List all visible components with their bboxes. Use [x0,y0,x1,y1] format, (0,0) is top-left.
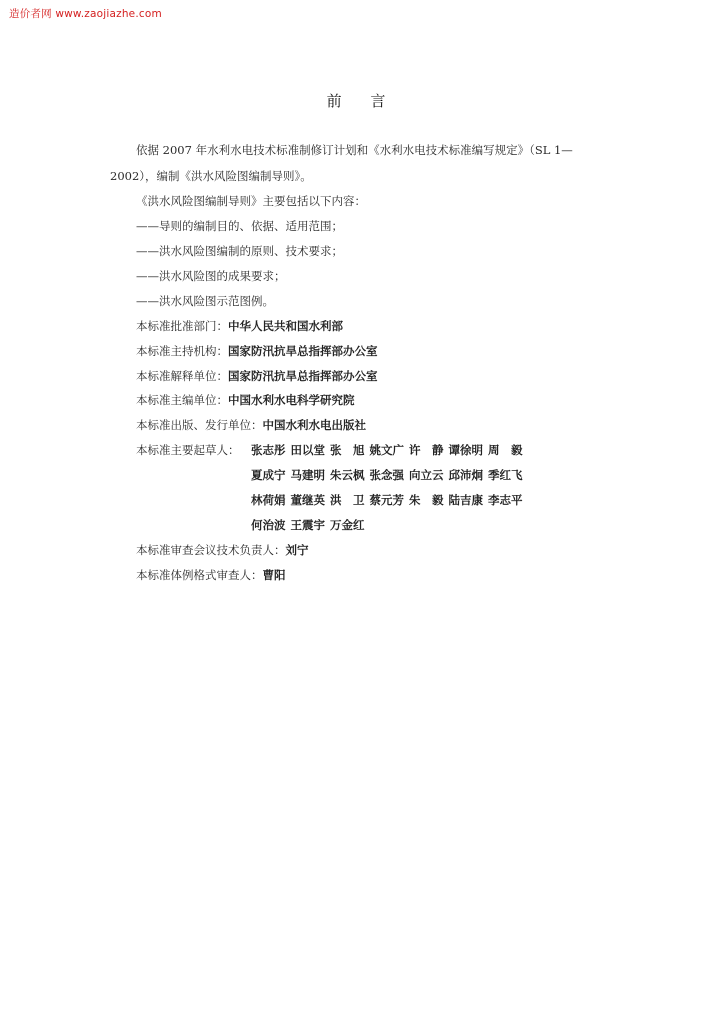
drafter-name: 姚文广 [369,443,404,457]
drafter-name: 董继英 [290,493,325,507]
drafter-name: 谭徐明 [448,443,483,457]
intro-line-2: 2002），编制《洪水风险图编制导则》。 [110,169,312,183]
review-value: 刘宁 [285,543,309,557]
publisher-value: 中国水利水电出版社 [262,418,366,432]
drafter-name: 陆吉康 [448,493,483,507]
publisher-line [136,418,366,432]
editor-value: 中国水利水电科学研究院 [228,393,355,407]
contents-item: ——洪水风险图编制的原则、技术要求； [136,244,343,258]
review-label: 本标准审查会议技术负责人： [136,543,286,557]
drafter-name: 张 旭 [330,443,365,457]
interpret-line [136,369,378,383]
interpret-label: 本标准解释单位： [136,369,228,383]
drafter-name: 王震宇 [290,518,325,532]
contents-item: ——洪水风险图的成果要求； [136,269,286,283]
drafter-name: 何治波 [251,518,286,532]
approve-label: 本标准批准部门： [136,319,228,333]
drafter-name: 万金红 [330,518,365,532]
interpret-value: 国家防汛抗旱总指挥部办公室 [228,369,378,383]
page-title: 前 言 [326,92,398,110]
host-label: 本标准主持机构： [136,344,228,358]
drafter-name: 朱云枫 [330,468,365,482]
drafter-name: 张志彤 [251,443,286,457]
contents-item: ——洪水风险图示范图例。 [136,294,274,308]
drafter-name: 夏成宁 [251,468,286,482]
contents-item: ——导则的编制目的、依据、适用范围； [136,219,343,233]
drafter-name: 马建明 [290,468,325,482]
drafter-name: 季红飞 [488,468,523,482]
review-line [136,543,309,557]
drafter-name: 向立云 [409,468,444,482]
drafter-name: 李志平 [488,493,523,507]
host-line [136,344,378,358]
drafter-name: 田以堂 [290,443,325,457]
drafter-name: 洪 卫 [330,493,365,507]
approve-line [136,319,343,333]
approve-value: 中华人民共和国水利部 [228,319,343,333]
drafters-row [251,493,528,507]
format-value: 曹阳 [262,568,286,582]
drafter-name: 蔡元芳 [369,493,404,507]
drafter-name: 邱沛炯 [448,468,483,482]
drafter-name: 周 毅 [488,443,523,457]
contents-intro: 《洪水风险图编制导则》主要包括以下内容： [136,194,366,208]
editor-label: 本标准主编单位： [136,393,228,407]
editor-line [136,393,355,407]
watermark-text: 造价者网 www.zaojiazhe.com [9,8,162,20]
format-line [136,568,286,582]
drafters-label: 本标准主要起草人： [136,443,240,457]
drafter-name: 许 静 [409,443,444,457]
drafters-row [251,518,370,532]
format-label: 本标准体例格式审查人： [136,568,263,582]
publisher-label: 本标准出版、发行单位： [136,418,263,432]
drafter-name: 朱 毅 [409,493,444,507]
host-value: 国家防汛抗旱总指挥部办公室 [228,344,378,358]
drafters-row [251,443,528,457]
intro-line-1: 依据 2007 年水利水电技术标准制修订计划和《水利水电技术标准编写规定》（SL 1— [136,143,573,157]
drafters-row [251,468,528,482]
drafter-name: 张念强 [369,468,404,482]
drafter-name: 林荷娟 [251,493,286,507]
